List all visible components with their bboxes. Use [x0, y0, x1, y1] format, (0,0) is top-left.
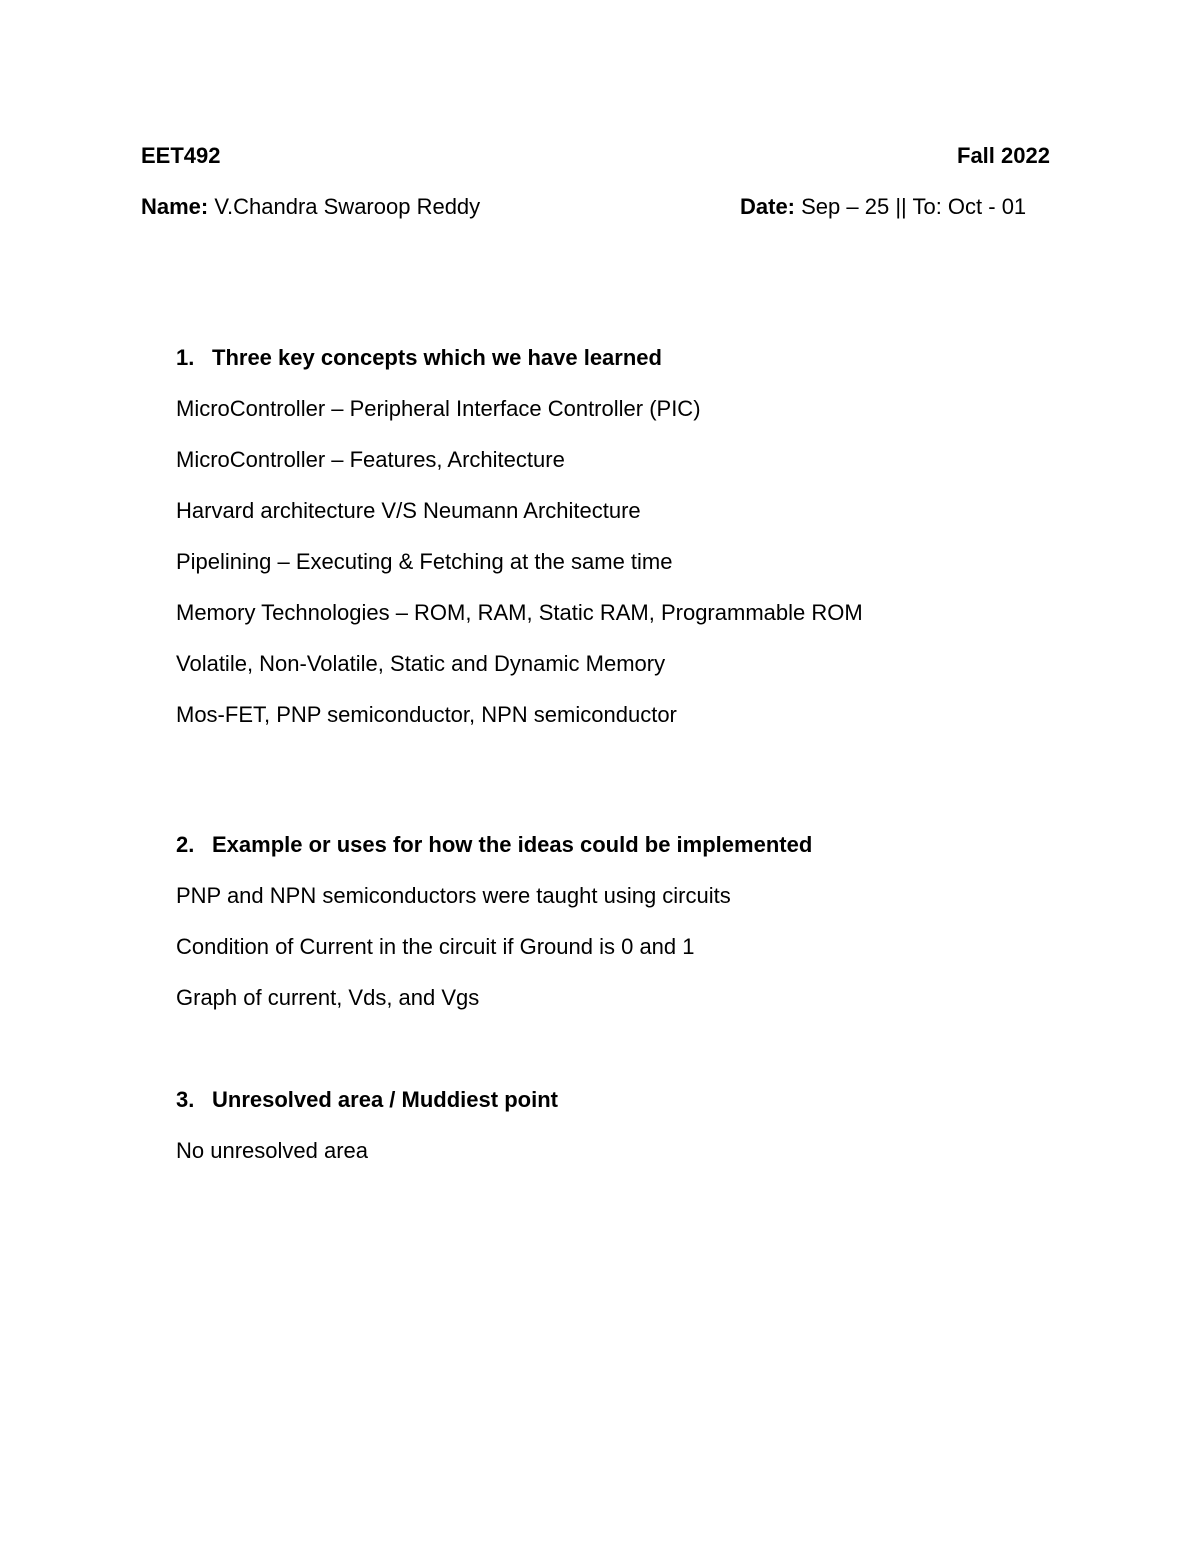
section-1-heading [176, 344, 662, 372]
section-3-heading [176, 1086, 558, 1114]
name-value: V.Chandra Swaroop Reddy [208, 194, 481, 219]
course-code: EET492 [141, 143, 221, 168]
section-title: Three key concepts which we have learned [212, 345, 662, 370]
list-item: Memory Technologies – ROM, RAM, Static RAM, Programmable ROM [176, 600, 863, 625]
list-item: Pipelining – Executing & Fetching at the same time [176, 549, 673, 574]
list-item: Harvard architecture V/S Neumann Architecture [176, 498, 641, 523]
list-item: Graph of current, Vds, and Vgs [176, 985, 480, 1010]
list-item: MicroController – Features, Architecture [176, 447, 565, 472]
list-item: PNP and NPN semiconductors were taught using circuits [176, 883, 731, 908]
section-number: 3. [176, 1087, 195, 1112]
list-item: Condition of Current in the circuit if Ground is 0 and 1 [176, 934, 695, 959]
date-line [740, 193, 1026, 221]
list-item: No unresolved area [176, 1138, 369, 1163]
list-item: MicroController – Peripheral Interface Controller (PIC) [176, 396, 701, 421]
name-label: Name [141, 194, 201, 219]
date-value: Sep – 25 || To: Oct - 01 [795, 194, 1027, 219]
section-2-heading [176, 831, 812, 859]
list-item: Volatile, Non-Volatile, Static and Dynamic Memory [176, 651, 666, 676]
section-number: 2. [176, 832, 195, 857]
section-title: Unresolved area / Muddiest point [212, 1087, 558, 1112]
date-label: Date: [740, 194, 796, 219]
section-title: Example or uses for how the ideas could be implemented [212, 832, 813, 857]
section-number: 1. [176, 345, 195, 370]
list-item: Mos-FET, PNP semiconductor, NPN semiconductor [176, 702, 677, 727]
term: Fall 2022 [957, 143, 1050, 168]
name-line [141, 193, 480, 221]
name-separator: : [200, 194, 209, 219]
